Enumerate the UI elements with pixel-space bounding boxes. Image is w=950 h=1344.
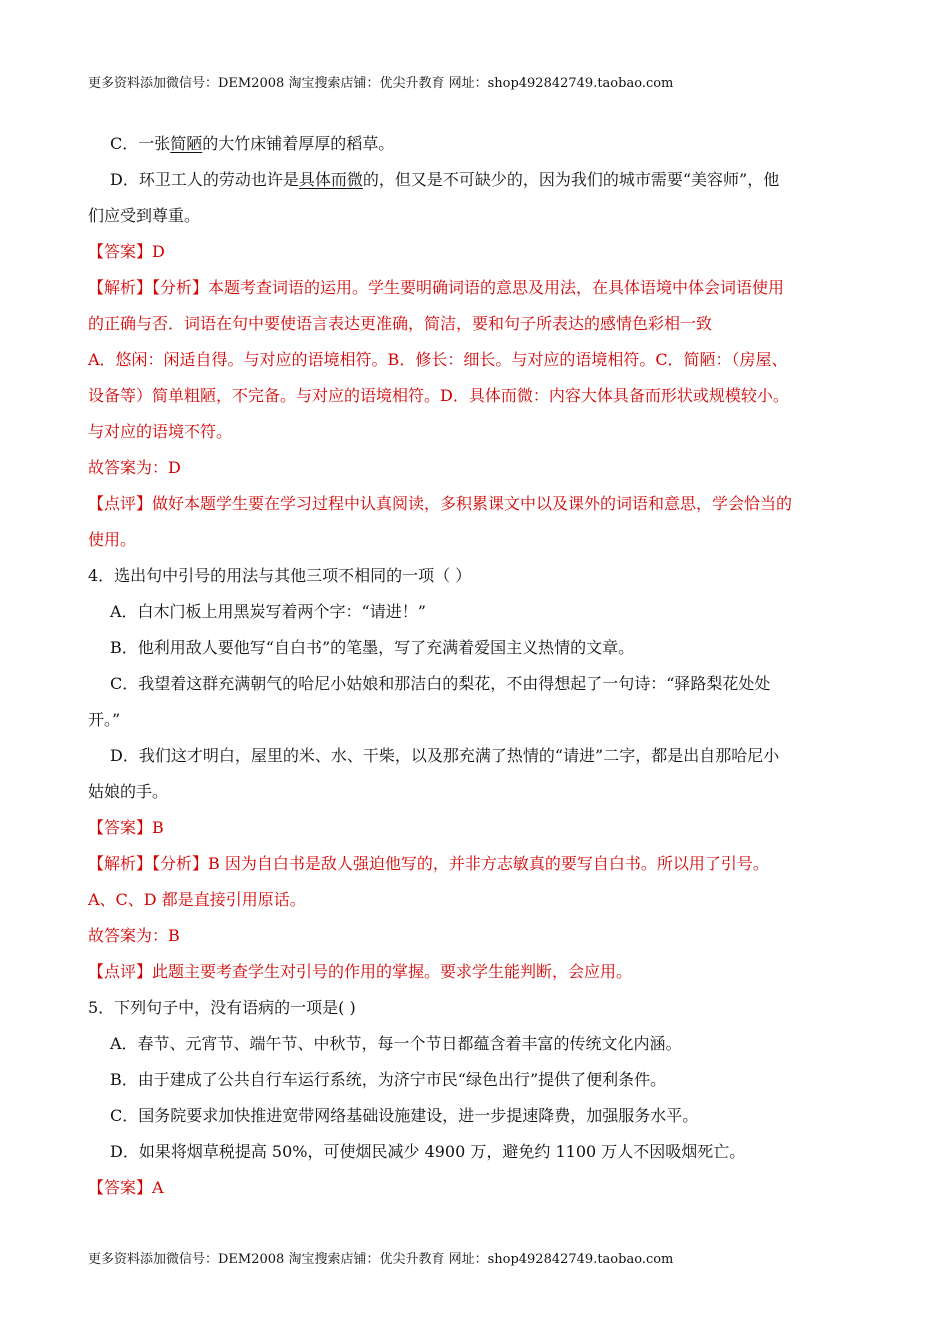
q4-option-d: D．我们这才明白，屋里的米、水、干柴，以及那充满了热情的“请进”二字，都是出自那哈尼小 [110, 746, 780, 765]
q3-option-d-cont: 们应受到尊重。 [88, 206, 201, 225]
q5-option-c: C．国务院要求加快推进宽带网络基础设施建设，进一步提速降费，加强服务水平。 [110, 1106, 699, 1125]
q3-option-d [88, 162, 860, 198]
q3-analysis: 设备等）简单粗陋，不完备。与对应的语境相符。D．具体而微：内容大体具备而形状或规模较小。 [88, 386, 789, 405]
q4-comment: 【点评】此题主要考查学生对引号的作用的掌握。要求学生能判断，会应用。 [88, 962, 633, 981]
q3-analysis: 的正确与否．词语在句中要使语言表达更准确，简洁，要和句子所表达的感情色彩相一致 [88, 314, 713, 333]
underlined-word: 具体而微 [298, 170, 363, 189]
text: 的，但又是不可缺少的，因为我们的城市需要“美容师”，他 [362, 170, 780, 189]
q4-option-b: B．他利用敌人要他写“自白书”的笔墨，写了充满着爱国主义热情的文章。 [110, 638, 635, 657]
q4-option-a: A．白木门板上用黑炭写着两个字：“请进！” [110, 602, 426, 621]
q3-analysis: 与对应的语境不符。 [88, 422, 233, 441]
text: C．一张 [110, 134, 171, 153]
q3-answer: 【答案】D [88, 242, 165, 261]
q4-analysis: A、C、D 都是直接引用原话。 [88, 890, 306, 909]
q4-conclusion: 故答案为：B [88, 926, 180, 945]
q4-option-c: C．我望着这群充满朝气的哈尼小姑娘和那洁白的梨花，不由得想起了一句诗：“驿路梨花处处 [110, 674, 771, 693]
q4-option-d-cont: 姑娘的手。 [88, 782, 169, 801]
q3-comment: 【点评】做好本题学生要在学习过程中认真阅读，多积累课文中以及课外的词语和意思，学会恰当的 [88, 494, 793, 513]
q3-conclusion: 故答案为：D [88, 458, 181, 477]
text: 的大竹床铺着厚厚的稻草。 [202, 134, 395, 153]
q3-analysis: 【解析】【分析】本题考查词语的运用。学生要明确词语的意思及用法，在具体语境中体会词语使用 [88, 278, 785, 297]
q4-analysis: 【解析】【分析】B 因为自白书是敌人强迫他写的，并非方志敏真的要写自白书。所以用了引号。 [88, 854, 769, 873]
q3-comment: 使用。 [88, 530, 137, 549]
q5-option-a: A．春节、元宵节、端午节、中秋节，每一个节日都蕴含着丰富的传统文化内涵。 [110, 1034, 682, 1053]
page-footer: 更多资料添加微信号：DEM2008 淘宝搜索店铺：优尖升教育 网址：shop492842749.taobao.com [88, 1252, 674, 1267]
q4-option-c-cont: 开。” [88, 710, 121, 729]
document-body [88, 126, 860, 1206]
q3-analysis: A．悠闲：闲适自得。与对应的语境相符。B．修长：细长。与对应的语境相符。C．简陋：（房屋、 [88, 350, 788, 369]
q5-question: 5．下列句子中，没有语病的一项是( ) [88, 998, 356, 1017]
q5-answer: 【答案】A [88, 1178, 164, 1197]
q4-question: 4．选出句中引号的用法与其他三项不相同的一项（ ） [88, 566, 472, 585]
page-header: 更多资料添加微信号：DEM2008 淘宝搜索店铺：优尖升教育 网址：shop492842749.taobao.com [88, 76, 674, 91]
q5-option-b: B．由于建成了公共自行车运行系统，为济宁市民“绿色出行”提供了便利条件。 [110, 1070, 667, 1089]
underlined-word: 简陋 [170, 134, 203, 153]
q5-option-d: D．如果将烟草税提高 50%，可使烟民减少 4900 万，避免约 1100 万人不因吸烟死亡。 [110, 1142, 746, 1161]
q4-answer: 【答案】B [88, 818, 164, 837]
q3-option-c [88, 126, 860, 162]
text: D．环卫工人的劳动也许是 [110, 170, 299, 189]
